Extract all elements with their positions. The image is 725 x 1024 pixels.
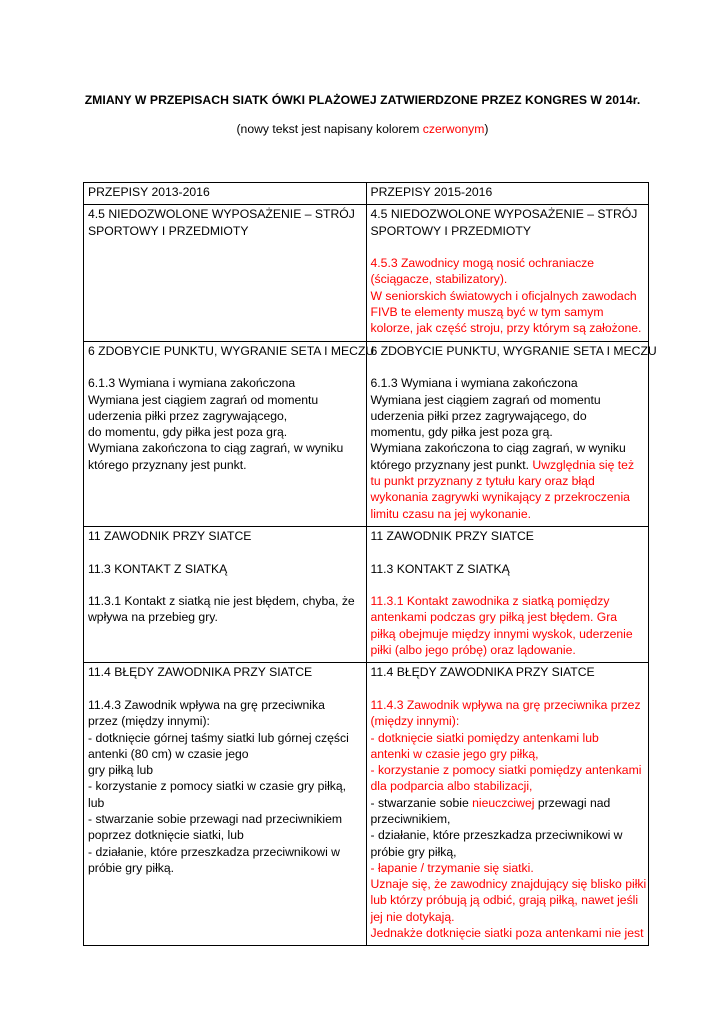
rule-text-line [88, 762, 363, 778]
rule-text-line [371, 746, 646, 762]
text-segment: 11.3 KONTAKT Z SIATKĄ [370, 561, 510, 576]
rule-text-line [88, 730, 363, 746]
document-subtitle [0, 122, 725, 136]
text-segment: uderzenia piłki przez zagrywającego, [88, 408, 288, 423]
rule-text-line [88, 827, 363, 843]
text-segment: (między innymi): [370, 714, 460, 729]
rule-text-line [88, 424, 363, 440]
new-rule-cell [366, 663, 649, 946]
text-segment: Wymiana jest ciągiem zagrań od momentu [370, 392, 601, 407]
text-segment: 6.1.3 Wymiana i wymiana zakończona [88, 376, 296, 391]
rule-text-line [371, 811, 646, 827]
rule-text-line [88, 860, 363, 876]
rule-text-line [371, 271, 646, 287]
rule-text-line [371, 392, 646, 408]
blank-line [371, 681, 646, 697]
text-segment: 11 ZAWODNIK PRZY SIATCE [370, 528, 534, 543]
text-segment: 11.4 BŁĘDY ZAWODNIKA PRZY SIATCE [370, 665, 595, 680]
text-segment: - stwarzanie sobie przewagi nad przeciwnikiem [88, 811, 343, 826]
rule-text-line [371, 730, 646, 746]
rule-text-line [88, 746, 363, 762]
table-row [84, 663, 649, 946]
rule-text-line [371, 304, 646, 320]
text-segment: antenkami podczas gry piłką jest błędem. Gra [370, 610, 618, 625]
text-segment: - korzystanie z pomocy siatki w czasie gry piłką, [88, 779, 347, 794]
table-row [84, 205, 649, 341]
rule-text-line [371, 528, 646, 544]
rule-text-line [371, 909, 646, 925]
text-segment: 4.5 NIEDOZWOLONE WYPOSAŻENIE – STRÓJ [88, 207, 355, 222]
text-segment: którego przyznany jest punkt. [88, 457, 247, 472]
rule-text-line [371, 255, 646, 271]
blank-line [371, 359, 646, 375]
text-segment: - stwarzanie sobie [370, 795, 473, 810]
rule-text-line [370, 343, 657, 359]
rule-text-line [371, 713, 646, 729]
text-segment: przewagi nad [534, 795, 611, 810]
rule-text-line [88, 697, 363, 713]
rule-text-line [88, 811, 363, 827]
text-segment: Jednakże dotknięcie siatki poza antenkami nie jest [370, 926, 644, 941]
rule-text-line [371, 489, 646, 505]
rule-text-line [371, 375, 646, 391]
rule-text-line [88, 457, 363, 473]
rule-text-line [371, 609, 646, 625]
rule-text-line [371, 506, 646, 522]
blank-line [371, 239, 646, 255]
text-segment: do momentu, gdy piłka jest poza grą. [88, 425, 288, 440]
rule-text-line [371, 626, 646, 642]
text-segment: poprzez dotknięcie siatki, lub [88, 828, 244, 843]
text-segment: Wymiana zakończona to ciąg zagrań, w wyniku [88, 441, 344, 456]
old-rule-cell [84, 205, 367, 341]
text-segment: - dotknięcie siatki pomiędzy antenkami lub [370, 730, 599, 745]
rule-text-line [371, 892, 646, 908]
text-segment: uderzenia piłki przez zagrywającego, do [370, 408, 587, 423]
rule-text-line [371, 876, 646, 892]
text-segment: 11.3.1 Kontakt z siatką nie jest błędem, chyba, że [88, 594, 355, 609]
rule-text-line [371, 664, 646, 680]
text-segment: 11.3 KONTAKT Z SIATKĄ [88, 561, 228, 576]
text-segment: SPORTOWY I PRZEDMIOTY [370, 223, 531, 238]
text-segment: piłki (albo jego próbę) oraz lądowanie. [370, 643, 576, 658]
rule-text-line [371, 424, 646, 440]
text-segment: wpływa na przebieg gry. [88, 610, 218, 625]
blank-line [88, 544, 363, 560]
text-segment: 6 ZDOBYCIE PUNKTU, WYGRANIE SETA I MECZU [370, 343, 657, 358]
blank-line [371, 544, 646, 560]
rule-text-line [88, 664, 363, 680]
text-segment: Wymiana jest ciągiem zagrań od momentu [88, 392, 319, 407]
text-segment: kolorze, jak część stroju, przy którym są założone. [370, 321, 642, 336]
text-segment: - łapanie / trzymanie się siatki. [370, 860, 534, 875]
rule-text-line [88, 609, 363, 625]
old-rule-cell [84, 663, 367, 946]
text-segment: tu punkt przyznany z tytułu kary oraz błąd [370, 474, 595, 489]
rule-text-line [371, 795, 646, 811]
text-segment: FIVB te elementy muszą być w tym samym [370, 305, 604, 320]
text-segment: - korzystanie z pomocy siatki pomiędzy antenkami [370, 763, 642, 778]
text-segment: wykonania zagrywki wynikający z przekroczenia [370, 490, 630, 505]
table-row [84, 341, 649, 526]
blank-line [88, 359, 363, 375]
rule-text-line [88, 713, 363, 729]
rules-comparison-table [83, 182, 657, 946]
rule-text-line [88, 223, 363, 239]
blank-line [88, 681, 363, 697]
rule-text-line [371, 860, 646, 876]
text-segment: - działanie, które przeszkadza przeciwnikowi w [88, 844, 340, 859]
text-segment: antenki (80 cm) w czasie jego [88, 746, 249, 761]
table-header-row [84, 183, 649, 205]
text-segment: limitu czasu na jej wykonanie. [370, 506, 532, 521]
header-new-rules: PRZEPISY 2015-2016 [366, 183, 649, 205]
text-segment: 11 ZAWODNIK PRZY SIATCE [88, 528, 252, 543]
rule-text-line [371, 844, 646, 860]
rule-text-line [88, 561, 363, 577]
new-rule-cell [366, 341, 657, 526]
blank-line [88, 577, 363, 593]
text-segment: 11.4.3 Zawodnik wpływa na grę przeciwnika przez [370, 697, 641, 712]
subtitle-text-before: (nowy tekst jest napisany kolorem [236, 122, 423, 136]
text-segment: gry piłką lub [88, 763, 154, 778]
text-segment: 4.5 NIEDOZWOLONE WYPOSAŻENIE – STRÓJ [370, 207, 638, 222]
old-rule-cell [84, 341, 375, 526]
text-segment: - dotknięcie górnej taśmy siatki lub górnej części [88, 730, 349, 745]
rule-text-line [88, 440, 363, 456]
text-segment: piłką obejmuje między innymi wyskok, uderzenie [370, 626, 633, 641]
document-title: ZMIANY W PRZEPISACH SIATK ÓWKI PLAŻOWEJ ZATWIERDZONE PRZEZ KONGRES W 2014r. [84, 93, 641, 107]
text-segment: momentu, gdy piłka jest poza grą. [370, 425, 553, 440]
rule-text-line [88, 206, 363, 222]
text-segment: W seniorskich światowych i oficjalnych zawodach [370, 288, 637, 303]
rule-text-line [371, 642, 646, 658]
rule-text-line [371, 320, 646, 336]
text-segment: (ściągacze, stabilizatory). [370, 272, 508, 287]
new-rule-cell [366, 526, 649, 662]
rule-text-line [371, 408, 646, 424]
rule-text-line [371, 206, 646, 222]
rule-text-line [88, 795, 363, 811]
text-segment: dla podparcia albo stabilizacji, [370, 779, 533, 794]
new-text-segment: nieuczciwej [472, 795, 535, 810]
text-segment: Uznaje się, że zawodnicy znajdujący się blisko piłki [370, 877, 647, 892]
rule-text-line [371, 223, 646, 239]
header-old-rules: PRZEPISY 2013-2016 [84, 183, 367, 205]
rule-text-line [371, 440, 646, 456]
blank-line [371, 577, 646, 593]
text-segment: SPORTOWY I PRZEDMIOTY [88, 223, 249, 238]
old-rule-cell [84, 526, 367, 662]
subtitle-text-after: ) [484, 122, 489, 136]
text-segment: 6.1.3 Wymiana i wymiana zakończona [370, 376, 578, 391]
text-segment: lub którzy próbują ją odbić, grają piłką, nawet jeśli [370, 893, 639, 908]
rule-text-line [88, 778, 363, 794]
rule-text-line [88, 593, 363, 609]
rule-text-line [88, 375, 363, 391]
rule-text-line [371, 697, 646, 713]
text-segment: - działanie, które przeszkadza przeciwnikowi w [370, 828, 623, 843]
text-segment: próbie gry piłką, [370, 844, 457, 859]
text-segment: 4.5.3 Zawodnicy mogą nosić ochraniacze [370, 256, 595, 271]
rule-text-line [88, 392, 363, 408]
rule-text-line [371, 288, 646, 304]
text-segment: Wymiana zakończona to ciąg zagrań, w wyniku [370, 441, 626, 456]
rule-text-line [371, 561, 646, 577]
text-segment: próbie gry piłką. [88, 860, 175, 875]
rule-text-line [88, 343, 375, 359]
rule-text-line [88, 408, 363, 424]
text-segment: lub [88, 795, 105, 810]
text-segment: 11.3.1 Kontakt zawodnika z siatką pomiędzy [370, 594, 610, 609]
text-segment: 11.4 BŁĘDY ZAWODNIKA PRZY SIATCE [88, 665, 313, 680]
rule-text-line [371, 762, 646, 778]
rule-text-line [88, 844, 363, 860]
text-segment: przez (między innymi): [88, 714, 210, 729]
text-segment: jej nie dotykają. [370, 909, 455, 924]
text-segment: 11.4.3 Zawodnik wpływa na grę przeciwnika [88, 697, 325, 712]
rule-text-line [371, 473, 646, 489]
text-segment: 6 ZDOBYCIE PUNKTU, WYGRANIE SETA I MECZU [88, 343, 375, 358]
rule-text-line [88, 528, 363, 544]
rule-text-line [371, 827, 646, 843]
rule-text-line [371, 457, 646, 473]
new-text-segment: Uwzględnia się też [532, 457, 635, 472]
table-row [84, 526, 649, 662]
rule-text-line [371, 925, 646, 941]
rule-text-line [371, 593, 646, 609]
new-rule-cell [366, 205, 649, 341]
rule-text-line [371, 778, 646, 794]
text-segment: przeciwnikiem, [370, 811, 451, 826]
text-segment: którego przyznany jest punkt. [370, 457, 533, 472]
text-segment: antenki w czasie jego gry piłką, [370, 746, 539, 761]
subtitle-red-word: czerwonym [422, 122, 485, 136]
